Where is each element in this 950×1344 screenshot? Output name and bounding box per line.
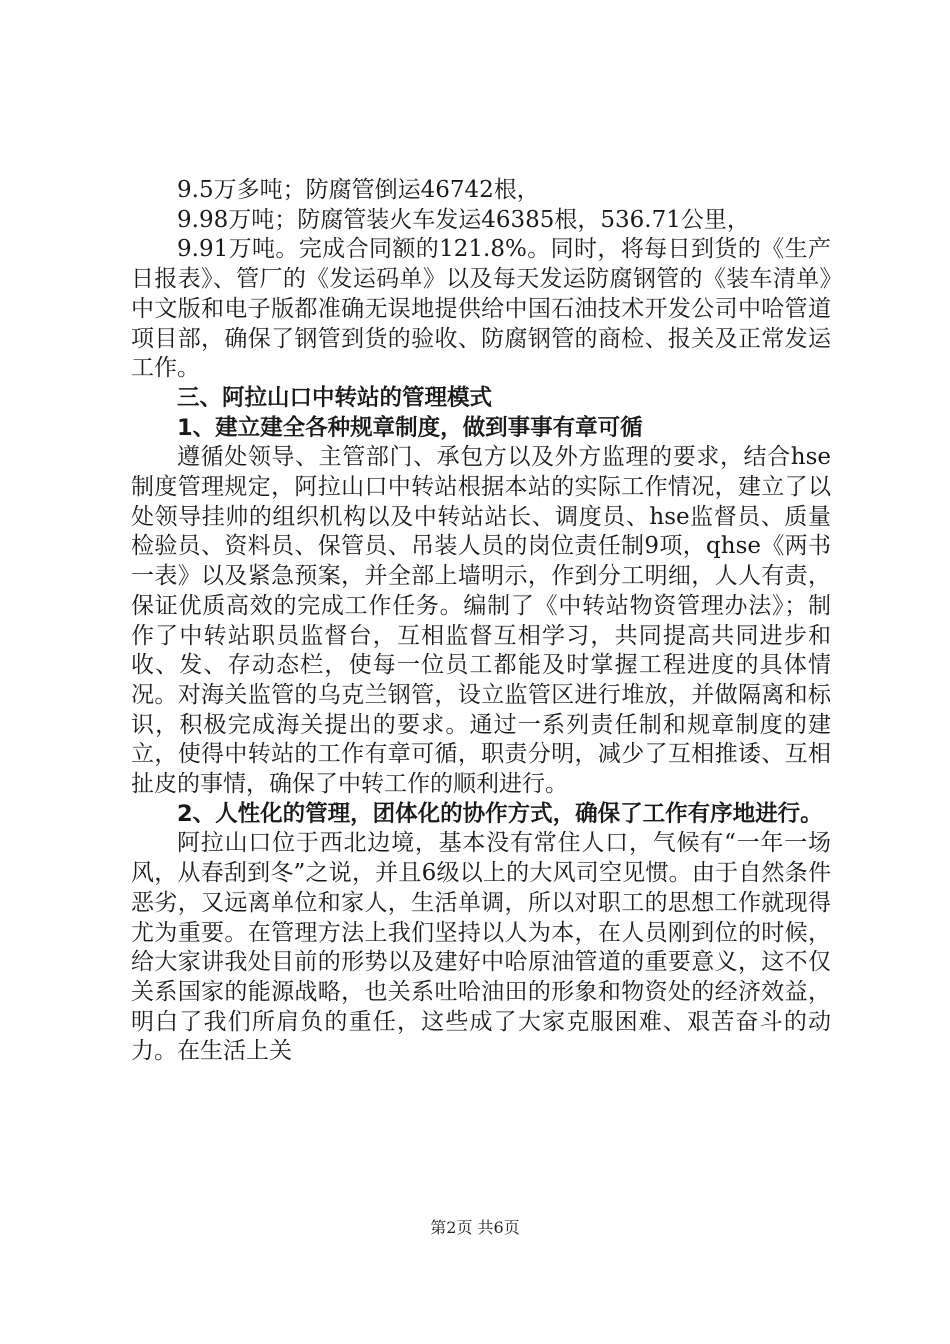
subsection-heading-1: 1、建立建全各种规章制度，做到事事有章可循 [177,414,643,441]
page-footer: 第2页 共6页 [430,1218,520,1237]
paragraph-5: 阿拉山口位于西北边境，基本没有常住人口，气候有“一年一场风，从春刮到冬”之说，并且6级以上的大风司空见惯。由于自然条件恶劣，又远离单位和家人，生活单调，所以对职工的思想工作就现得尤为重要。在管理方法上我们坚持以人为本，在人员刚到位的时候，给大家讲我处目前的形势以及建好中哈原油管道的重要意义，这不仅关系国家的能源战略，也关系吐哈油田的形象和物资处的经济效益，明白了我们所肩负的重任，这些成了大家克服困难、艰苦奋斗的动力。在生活上关 [131,830,831,1065]
paragraph-4: 遵循处领导、主管部门、承包方以及外方监理的要求，结合hse制度管理规定，阿拉山口中转站根据本站的实际工作情况，建立了以处领导挂帅的组织机构以及中转站站长、调度员、hse监督员、质量检验员、资料员、保管员、吊装人员的岗位责任制9项，qhse《两书一表》以及紧急预案，并全部上墙明示，作到分工明细，人人有责，保证优质高效的完成工作任务。编制了《中转站物资管理办法》；制作了中转站职员监督台，互相监督互相学习，共同提高共同进步和收、发、存动态栏，使每一位员工都能及时掌握工程进度的具体情况。对海关监管的乌克兰钢管，设立监管区进行堆放，并做隔离和标识，积极完成海关提出的要求。通过一系列责任制和规章制度的建立，使得中转站的工作有章可循，职责分明，减少了互相推诿、互相扯皮的事情，确保了中转工作的顺利进行。 [131,444,831,798]
paragraph-3: 9.91万吨。完成合同额的121.8%。同时，将每日到货的《生产日报表》、管厂的《发运码单》以及每天发运防腐钢管的《装车清单》中文版和电子版都准确无误地提供给中国石油技术开发公司中哈管道项目部，确保了钢管到货的验收、防腐钢管的商检、报关及正常发运工作。 [131,236,831,382]
subsection-heading-2: 2、人性化的管理，团体化的协作方式，确保了工作有序地进行。 [177,800,823,827]
paragraph-2: 9.98万吨；防腐管装火车发运46385根，536.71公里， [177,206,750,233]
paragraph-1: 9.5万多吨；防腐管倒运46742根， [177,177,540,203]
document-body [131,176,831,1067]
section-heading-3: 三、阿拉山口中转站的管理模式 [177,384,493,411]
